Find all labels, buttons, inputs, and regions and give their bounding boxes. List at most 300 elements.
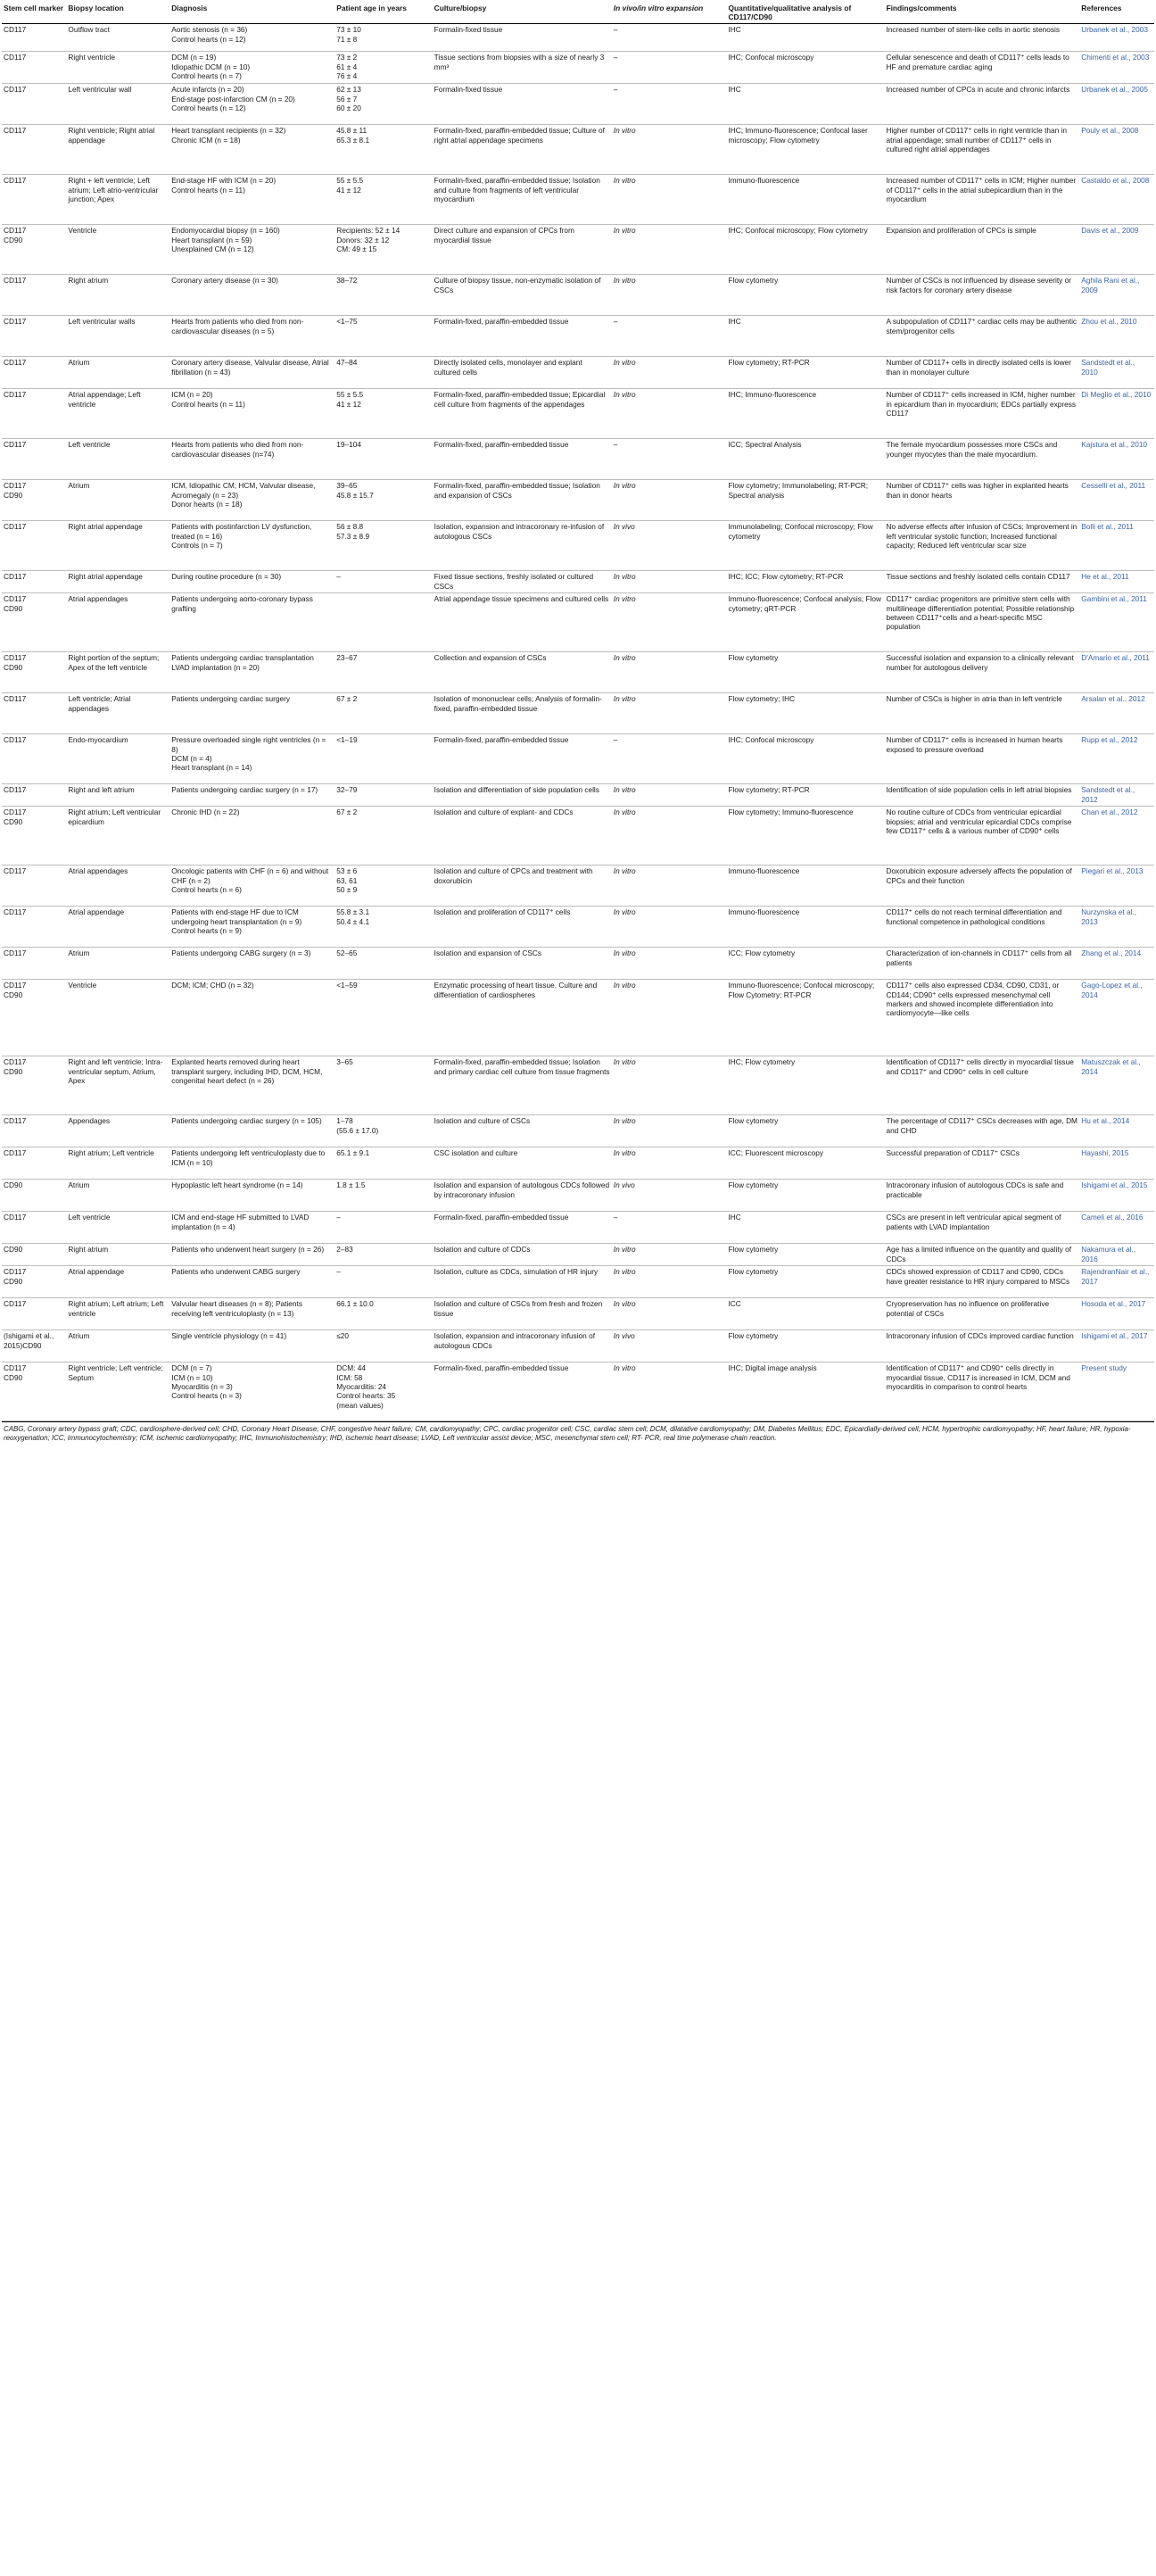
cell-references[interactable]: RajendranNair et al., 2017 [1079,1266,1154,1298]
table-row [2,1056,1154,1115]
cell-references[interactable]: Castaldo et al., 2008 [1079,175,1154,225]
cell-diagnosis: DCM; ICM; CHD (n = 32) [169,980,334,1056]
cell-references[interactable]: Matuszczak et al., 2014 [1079,1056,1154,1115]
cell-references[interactable]: Ishigami et al., 2015 [1079,1180,1154,1212]
cell-marker: CD117 [2,125,66,175]
cell-references[interactable]: Cesselli et al., 2011 [1079,480,1154,521]
cell-references[interactable]: Hu et al., 2014 [1079,1115,1154,1147]
cell-invivo: – [612,439,727,480]
cell-age: 55.8 ± 3.1 50.4 ± 4.1 [334,907,432,948]
cell-culture: Direct culture and expansion of CPCs from myocardial tissue [433,225,612,275]
cell-analysis: Flow cytometry; RT-PCR [726,784,884,807]
cell-invivo: In vitro [612,652,727,693]
cell-culture: Formalin-fixed, paraffin-embedded tissue [433,1363,612,1421]
cell-references[interactable]: Rupp et al., 2012 [1079,734,1154,784]
cell-location: Atrial appendages [66,866,169,907]
cell-age: 39–65 45.8 ± 15.7 [334,480,432,521]
cell-marker: CD90 [2,1180,66,1212]
cell-diagnosis: Hearts from patients who died from non-cardiovascular diseases (n=74) [169,439,334,480]
cell-analysis: IHC [726,24,884,52]
cell-references[interactable]: Kajstura et al., 2010 [1079,439,1154,480]
cell-age: <1–19 [334,734,432,784]
table-row [2,1330,1154,1363]
cell-age: 1.8 ± 1.5 [334,1180,432,1212]
cell-age: 73 ± 2 61 ± 4 76 ± 4 [334,52,432,84]
table-row [2,784,1154,807]
cell-marker: CD117 CD90 [2,1363,66,1421]
cell-invivo: In vitro [612,125,727,175]
cell-invivo: – [612,734,727,784]
cell-analysis: Immunolabeling; Confocal microscopy; Flow cytometry [726,521,884,571]
cell-location: Right atrial appendage [66,571,169,593]
cell-invivo: In vitro [612,1056,727,1115]
cell-references[interactable]: Cameli et al., 2016 [1079,1212,1154,1244]
table-body [2,24,1154,1421]
cell-diagnosis: ICM, Idiopathic CM, HCM, Valvular disease, Acromegaly (n = 23) Donor hearts (n = 18) [169,480,334,521]
cell-diagnosis: End-stage HF with ICM (n = 20) Control hearts (n = 11) [169,175,334,225]
cell-marker: (Ishigami et al., 2015)CD90 [2,1330,66,1363]
table-row [2,948,1154,980]
cell-culture: Directly isolated cells, monolayer and explant cultured cells [433,357,612,389]
header-analysis: Quantitative/qualitative analysis of CD117/CD90 [726,3,884,24]
cell-culture: Fixed tissue sections, freshly isolated or cultured CSCs [433,571,612,593]
cell-location: Right + left ventricle; Left atrium; Left atrio-ventricular junction; Apex [66,175,169,225]
cell-references[interactable]: Zhou et al., 2010 [1079,316,1154,357]
cell-age: 23–67 [334,652,432,693]
cell-references[interactable]: Piegari et al., 2013 [1079,866,1154,907]
cell-culture: Culture of biopsy tissue, non-enzymatic isolation of CSCs [433,275,612,316]
cell-culture: Collection and expansion of CSCs [433,652,612,693]
cell-location: Atrium [66,948,169,980]
cell-references[interactable]: Arsalan et al., 2012 [1079,693,1154,734]
cell-analysis: Immuno-fluorescence [726,866,884,907]
table-row [2,84,1154,125]
cell-diagnosis: ICM (n = 20) Control hearts (n = 11) [169,389,334,439]
cell-age: Recipients: 52 ± 14 Donors: 32 ± 12 CM: 49 ± 15 [334,225,432,275]
cell-diagnosis: Patients with postinfarction LV dysfunction, treated (n = 16) Controls (n = 7) [169,521,334,571]
cell-invivo: In vitro [612,389,727,439]
table-row [2,1212,1154,1244]
cell-invivo: In vitro [612,275,727,316]
cell-findings: CD117⁺ cells do not reach terminal differentiation and functional competence in pathological conditions [884,907,1079,948]
cell-invivo: In vitro [612,907,727,948]
cell-references[interactable]: Ishigami et al., 2017 [1079,1330,1154,1363]
cell-references[interactable]: Pouly et al., 2008 [1079,125,1154,175]
cell-analysis: Flow cytometry; Immuno-fluorescence [726,807,884,866]
cell-findings: The female myocardium possesses more CSCs and younger myocytes than the male myocardium. [884,439,1079,480]
table-row [2,521,1154,571]
cell-invivo: – [612,1212,727,1244]
cell-marker: CD117 CD90 [2,480,66,521]
table-row [2,1244,1154,1266]
cell-location: Atrial appendages [66,593,169,652]
table-row [2,125,1154,175]
cell-diagnosis: Aortic stenosis (n = 36) Control hearts (n = 12) [169,24,334,52]
cell-invivo: In vitro [612,948,727,980]
cell-invivo: – [612,24,727,52]
cell-culture: Formalin-fixed, paraffin-embedded tissue; Epicardial cell culture from fragments of the appendages [433,389,612,439]
cell-analysis: IHC; Confocal microscopy; Flow cytometry [726,225,884,275]
cell-references[interactable]: Hayashi, 2015 [1079,1147,1154,1180]
cell-location: Appendages [66,1115,169,1147]
cell-age: 47–84 [334,357,432,389]
cell-marker: CD117 CD90 [2,807,66,866]
cell-findings: Number of CD117⁺ cells increased in ICM, higher number in epicardium than in myocardium; EDCs partially express CD117 [884,389,1079,439]
cell-location: Right atrial appendage [66,521,169,571]
cell-marker: CD117 CD90 [2,652,66,693]
cell-marker: CD90 [2,1244,66,1266]
cell-age: 67 ± 2 [334,807,432,866]
table-row [2,357,1154,389]
cell-references[interactable]: Hosoda et al., 2017 [1079,1298,1154,1330]
cell-invivo: In vitro [612,1244,727,1266]
table-row [2,1298,1154,1330]
cell-location: Left ventricle; Atrial appendages [66,693,169,734]
cell-invivo: In vitro [612,1115,727,1147]
cell-location: Right ventricle; Right atrial appendage [66,125,169,175]
cell-analysis: Flow cytometry; Immunolabeling; RT-PCR; Spectral analysis [726,480,884,521]
cell-invivo: – [612,52,727,84]
cell-culture: Atrial appendage tissue specimens and cultured cells [433,593,612,652]
cell-location: Right and left atrium [66,784,169,807]
cell-diagnosis: Patients undergoing cardiac surgery (n = 105) [169,1115,334,1147]
table-row [2,225,1154,275]
cell-diagnosis: Patients who underwent CABG surgery [169,1266,334,1298]
cell-analysis: Flow cytometry; RT-PCR [726,357,884,389]
cell-findings: Cellular senescence and death of CD117⁺ cells leads to HF and premature cardiac aging [884,52,1079,84]
table-container [2,0,1154,1443]
cell-diagnosis: Coronary artery disease, Valvular disease, Atrial fibrillation (n = 43) [169,357,334,389]
cell-findings: Increased number of stem-like cells in aortic stenosis [884,24,1079,52]
cell-marker: CD117 CD90 [2,225,66,275]
cell-culture: Isolation and expansion of CSCs [433,948,612,980]
cell-marker: CD117 [2,175,66,225]
cell-findings: Number of CD117⁺ cells was higher in explanted hearts than in donor hearts [884,480,1079,521]
cell-analysis: IHC; Immuno-fluorescence [726,389,884,439]
cell-age: DCM: 44 ICM: 58 Myocarditis: 24 Control hearts: 35 (mean values) [334,1363,432,1421]
cell-location: Right ventricle; Left ventricle; Septum [66,1363,169,1421]
cell-marker: CD117 [2,948,66,980]
cell-diagnosis: Patients undergoing aorto-coronary bypass grafting [169,593,334,652]
cell-findings: Tissue sections and freshly isolated cells contain CD117 [884,571,1079,593]
cell-references[interactable]: Di Meglio et al., 2010 [1079,389,1154,439]
cell-references[interactable]: Aghila Rani et al., 2009 [1079,275,1154,316]
cell-culture: CSC isolation and culture [433,1147,612,1180]
cell-culture: Isolation and culture of CSCs from fresh and frozen tissue [433,1298,612,1330]
cell-diagnosis: Endomyocardial biopsy (n = 160) Heart transplant (n = 59) Unexplained CM (n = 12) [169,225,334,275]
cell-culture: Isolation and expansion of autologous CDCs followed by intracoronary infusion [433,1180,612,1212]
cell-age: 38–72 [334,275,432,316]
cell-culture: Isolation and culture of CSCs [433,1115,612,1147]
header-invivo: In vivo/in vitro expansion [612,3,727,24]
table-row [2,389,1154,439]
cell-analysis: Flow cytometry [726,275,884,316]
cell-age: – [334,571,432,593]
cell-age: 62 ± 13 56 ± 7 60 ± 20 [334,84,432,125]
cell-analysis: Flow cytometry [726,1266,884,1298]
cell-findings: Cryopreservation has no influence on proliferative potential of CSCs [884,1298,1079,1330]
cell-references[interactable]: Chimenti et al., 2003 [1079,52,1154,84]
cell-analysis: IHC; ICC; Flow cytometry; RT-PCR [726,571,884,593]
table-row [2,593,1154,652]
cell-invivo: In vivo [612,1330,727,1363]
cell-findings: CDCs showed expression of CD117 and CD90, CDCs have greater resistance to HR injury compared to MSCs [884,1266,1079,1298]
cell-culture: Isolation and proliferation of CD117⁺ cells [433,907,612,948]
cell-invivo: In vitro [612,480,727,521]
cell-invivo: In vitro [612,866,727,907]
table-row [2,907,1154,948]
cell-references[interactable]: He et al., 2011 [1079,571,1154,593]
cell-references[interactable]: Present study [1079,1363,1154,1421]
cell-invivo: – [612,316,727,357]
cell-findings: Age has a limited influence on the quantity and quality of CDCs [884,1244,1079,1266]
cell-analysis: ICC; Spectral Analysis [726,439,884,480]
cell-invivo: – [612,84,727,125]
cell-findings: Identification of CD117⁺ and CD90⁺ cells directly in myocardial tissue, CD117 is increased in ICM, DCM and myocarditis in comparison to control hearts [884,1363,1079,1421]
cell-invivo: In vitro [612,1298,727,1330]
cell-marker: CD117 [2,84,66,125]
cell-age: 73 ± 10 71 ± 8 [334,24,432,52]
cell-invivo: In vitro [612,1147,727,1180]
cell-analysis: Flow cytometry [726,1244,884,1266]
cell-findings: No routine culture of CDCs from ventricular epicardial biopsies; atrial and ventricular epicardial CDCs comprise few CD117⁺ cells & a various number of CD90⁺ cells [884,807,1079,866]
cell-invivo: In vitro [612,693,727,734]
cell-location: Atrium [66,1330,169,1363]
table-row [2,175,1154,225]
cell-diagnosis: DCM (n = 7) ICM (n = 10) Myocarditis (n = 3) Control hearts (n = 3) [169,1363,334,1421]
cell-references[interactable]: Bolli et al., 2011 [1079,521,1154,571]
cell-location: Right ventricle [66,52,169,84]
cell-location: Atrium [66,357,169,389]
cell-marker: CD117 [2,1212,66,1244]
cell-location: Right atrium [66,1244,169,1266]
cell-location: Right atrium; Left ventricle [66,1147,169,1180]
cell-age: <1–59 [334,980,432,1056]
table-row [2,980,1154,1056]
cell-age: 19–104 [334,439,432,480]
cell-location: Atrial appendage; Left ventricle [66,389,169,439]
cell-diagnosis: Hearts from patients who died from non-cardiovascular diseases (n = 5) [169,316,334,357]
header-row [2,3,1154,24]
cell-age: 55 ± 5.5 41 ± 12 [334,389,432,439]
cell-location: Left ventricular wall [66,84,169,125]
cell-findings: Number of CSCs is not influenced by disease severity or risk factors for coronary artery disease [884,275,1079,316]
cell-analysis: Flow cytometry; IHC [726,693,884,734]
header-age: Patient age in years [334,3,432,24]
cell-diagnosis: Patients undergoing left ventriculoplasty due to ICM (n = 10) [169,1147,334,1180]
table-row [2,316,1154,357]
cell-references[interactable]: Nakamura et al., 2016 [1079,1244,1154,1266]
cell-age: 45.8 ± 11 65.3 ± 8.1 [334,125,432,175]
cell-culture: Isolation, expansion and intracoronary infusion of autologous CDCs [433,1330,612,1363]
cell-marker: CD117 [2,693,66,734]
table-row [2,24,1154,52]
cell-diagnosis: Heart transplant recipients (n = 32) Chronic ICM (n = 18) [169,125,334,175]
cell-culture: Formalin-fixed tissue [433,84,612,125]
cell-diagnosis: Patients undergoing CABG surgery (n = 3) [169,948,334,980]
table-row [2,1147,1154,1180]
cell-marker: CD117 [2,734,66,784]
cell-references[interactable]: Chan et al., 2012 [1079,807,1154,866]
cell-analysis: IHC; Flow cytometry [726,1056,884,1115]
cell-age: 53 ± 6 63, 61 50 ± 9 [334,866,432,907]
header-culture: Culture/biopsy [433,3,612,24]
cell-diagnosis: Hypoplastic left heart syndrome (n = 14) [169,1180,334,1212]
cell-location: Right and left ventricle; Intra-ventricular septum, Atrium, Apex [66,1056,169,1115]
cell-location: Right portion of the septum; Apex of the left ventricle [66,652,169,693]
abbreviations-footnote: CABG, Coronary artery bypass graft; CDC, cardiosphere-derived cell; CHD, Coronary Heart Disease; CHF, congestive heart failure; CM, cardiomyopathy; CPC, cardiac progenitor cell; CSC, cardiac stem cell; DCM, dilatative cardiomyopathy; DM, Diabetes Mellitus; EDC, Epicardially-derived cell; HCM, hypertrophic cardiomyopathy; HF, heart failure; HR, hypoxia-reoxygenation; ICC, immunocytochemistry; ICM, ischemic cardiomyopathy; IHC, Immunohistochemistry; IHD, ischemic heart disease; LVAD, Left ventricular assist device; MSC, mesenchymal stem cell; RT- PCR, real time polymerase chain reaction. [2,1421,1154,1443]
cell-culture: Formalin-fixed, paraffin-embedded tissue; Isolation and culture from fragments of left ventricular myocardium [433,175,612,225]
cell-marker: CD117 [2,275,66,316]
cell-analysis: Flow cytometry [726,1115,884,1147]
cell-culture: Tissue sections from biopsies with a size of nearly 3 mm³ [433,52,612,84]
cell-diagnosis: Patients undergoing cardiac surgery [169,693,334,734]
cell-invivo: In vitro [612,784,727,807]
header-diagnosis: Diagnosis [169,3,334,24]
table-row [2,480,1154,521]
cell-location: Right atrium; Left atrium; Left ventricle [66,1298,169,1330]
table-row [2,1115,1154,1147]
cell-age: ≤20 [334,1330,432,1363]
cell-findings: CD117⁺ cardiac progenitors are primitive stem cells with multilineage differentiation potential; Possible relationship between CD117⁺cells and a heart-specific MSC population [884,593,1079,652]
cell-analysis: Immuno-fluorescence; Confocal microscopy; Flow Cytometry; RT-PCR [726,980,884,1056]
cell-findings: Number of CD117⁺ cells is increased in human hearts exposed to pressure overload [884,734,1079,784]
cell-analysis: Immuno-fluorescence; Confocal analysis; Flow cytometry; qRT-PCR [726,593,884,652]
cell-analysis: ICC [726,1298,884,1330]
cell-references[interactable]: Gambini et al., 2011 [1079,593,1154,652]
cell-culture: Enzymatic processing of heart tissue, Culture and differentiation of cardiospheres [433,980,612,1056]
cell-references[interactable]: Nurzynska et al., 2013 [1079,907,1154,948]
cell-location: Left ventricle [66,439,169,480]
cell-findings: Intracoronary infusion of autologous CDCs is safe and practicable [884,1180,1079,1212]
cell-location: Right atrium; Left ventricular epicardium [66,807,169,866]
cell-analysis: ICC; Fluorescent microscopy [726,1147,884,1180]
cell-marker: CD117 [2,784,66,807]
cell-culture: Isolation of mononuclear cells; Analysis of formalin-fixed, paraffin-embedded tissue [433,693,612,734]
cell-diagnosis: Oncologic patients with CHF (n = 6) and without CHF (n = 2) Control hearts (n = 6) [169,866,334,907]
header-location: Biopsy location [66,3,169,24]
cell-location: Outflow tract [66,24,169,52]
cell-references[interactable]: Urbanek et al., 2005 [1079,84,1154,125]
cell-marker: CD117 [2,389,66,439]
cell-marker: CD117 [2,52,66,84]
cell-references[interactable]: Gago-Lopez et al., 2014 [1079,980,1154,1056]
cell-references[interactable]: Sandstedt et al., 2010 [1079,357,1154,389]
cell-culture: Formalin-fixed, paraffin-embedded tissue [433,316,612,357]
cell-marker: CD117 CD90 [2,593,66,652]
cell-age: 55 ± 5.5 41 ± 12 [334,175,432,225]
cell-invivo: In vivo [612,1180,727,1212]
cell-references[interactable]: Zhang et al., 2014 [1079,948,1154,980]
cell-culture: Isolation and culture of explant- and CDCs [433,807,612,866]
cell-marker: CD117 [2,316,66,357]
cell-analysis: IHC [726,316,884,357]
cell-age: 2–83 [334,1244,432,1266]
cell-analysis: Immuno-fluorescence [726,907,884,948]
cell-location: Atrium [66,1180,169,1212]
cell-marker: CD117 [2,357,66,389]
table-row [2,866,1154,907]
cell-marker: CD117 [2,907,66,948]
cell-findings: Intracoronary infusion of CDCs improved cardiac function [884,1330,1079,1363]
cell-location: Left ventricle [66,1212,169,1244]
cell-marker: CD117 CD90 [2,980,66,1056]
cell-analysis: IHC [726,84,884,125]
cell-culture: Isolation, culture as CDCs, simulation of HR injury [433,1266,612,1298]
cell-age: 56 ± 8.8 57.3 ± 8.9 [334,521,432,571]
stem-cell-table [2,3,1154,1421]
cell-marker: CD117 [2,439,66,480]
cell-analysis: IHC; Digital image analysis [726,1363,884,1421]
cell-age: 67 ± 2 [334,693,432,734]
header-references: References [1079,3,1154,24]
cell-diagnosis: Valvular heart diseases (n = 8); Patients receiving left ventriculoplasty (n = 13) [169,1298,334,1330]
cell-culture: Formalin-fixed, paraffin-embedded tissue [433,439,612,480]
cell-invivo: In vivo [612,521,727,571]
cell-diagnosis: Single ventricle physiology (n = 41) [169,1330,334,1363]
cell-culture: Isolation and culture of CPCs and treatment with doxorubicin [433,866,612,907]
cell-age: 52–65 [334,948,432,980]
cell-location: Atrial appendage [66,907,169,948]
cell-references[interactable]: Urbanek et al., 2003 [1079,24,1154,52]
cell-invivo: In vitro [612,980,727,1056]
cell-references[interactable]: Davis et al., 2009 [1079,225,1154,275]
cell-culture: Isolation, expansion and intracoronary re-infusion of autologous CSCs [433,521,612,571]
header-marker: Stem cell marker [2,3,66,24]
header-findings: Findings/comments [884,3,1079,24]
cell-culture: Formalin-fixed, paraffin-embedded tissue; Isolation and expansion of CSCs [433,480,612,521]
cell-culture: Formalin-fixed, paraffin-embedded tissue; Isolation and primary cardiac cell culture from tissue fragments [433,1056,612,1115]
cell-culture: Formalin-fixed, paraffin-embedded tissue [433,1212,612,1244]
cell-references[interactable]: Sandstedt et al., 2012 [1079,784,1154,807]
table-row [2,1266,1154,1298]
table-row [2,439,1154,480]
cell-findings: Increased number of CPCs in acute and chronic infarcts [884,84,1079,125]
cell-age: 66.1 ± 10.0 [334,1298,432,1330]
cell-analysis: Flow cytometry [726,1180,884,1212]
cell-diagnosis: Explanted hearts removed during heart transplant surgery, including IHD, DCM, HCM, congenital heart defect (n = 26) [169,1056,334,1115]
cell-diagnosis: Patients undergoing cardiac surgery (n = 17) [169,784,334,807]
cell-diagnosis: ICM and end-stage HF submitted to LVAD implantation (n = 4) [169,1212,334,1244]
cell-analysis: Flow cytometry [726,652,884,693]
cell-analysis: Flow cytometry [726,1330,884,1363]
cell-location: Endo-myocardium [66,734,169,784]
cell-findings: Characterization of ion-channels in CD117⁺ cells from all patients [884,948,1079,980]
cell-diagnosis: Patients with end-stage HF due to ICM undergoing heart transplantation (n = 9) Control hearts (n = 9) [169,907,334,948]
table-row [2,1180,1154,1212]
cell-findings: Successful preparation of CD117⁺ CSCs [884,1147,1079,1180]
cell-analysis: IHC; Confocal microscopy [726,52,884,84]
cell-references[interactable]: D'Amario et al., 2011 [1079,652,1154,693]
cell-findings: Identification of CD117⁺ cells directly in myocardial tissue and CD117⁺ and CD90⁺ cells in cell culture [884,1056,1079,1115]
table-row [2,652,1154,693]
table-row [2,571,1154,593]
cell-marker: CD117 [2,1298,66,1330]
cell-findings: CD117⁺ cells also expressed CD34, CD90, CD31, or CD144; CD90⁺ cells expressed mesenchymal cell markers and showed incomplete differentiation into cardiomyocyte—like cells [884,980,1079,1056]
cell-findings: A subpopulation of CD117⁺ cardiac cells may be authentic stem/progenitor cells [884,316,1079,357]
cell-age: 65.1 ± 9.1 [334,1147,432,1180]
cell-analysis: IHC; Immuno-fluorescence; Confocal laser microscopy; Flow cytometry [726,125,884,175]
cell-invivo: In vitro [612,175,727,225]
cell-diagnosis: During routine procedure (n = 30) [169,571,334,593]
table-row [2,1363,1154,1421]
cell-marker: CD117 [2,24,66,52]
cell-invivo: In vitro [612,1266,727,1298]
cell-culture: Isolation and differentiation of side population cells [433,784,612,807]
cell-marker: CD117 [2,571,66,593]
cell-findings: Identification of side population cells in left atrial biopsies [884,784,1079,807]
cell-location: Atrium [66,480,169,521]
